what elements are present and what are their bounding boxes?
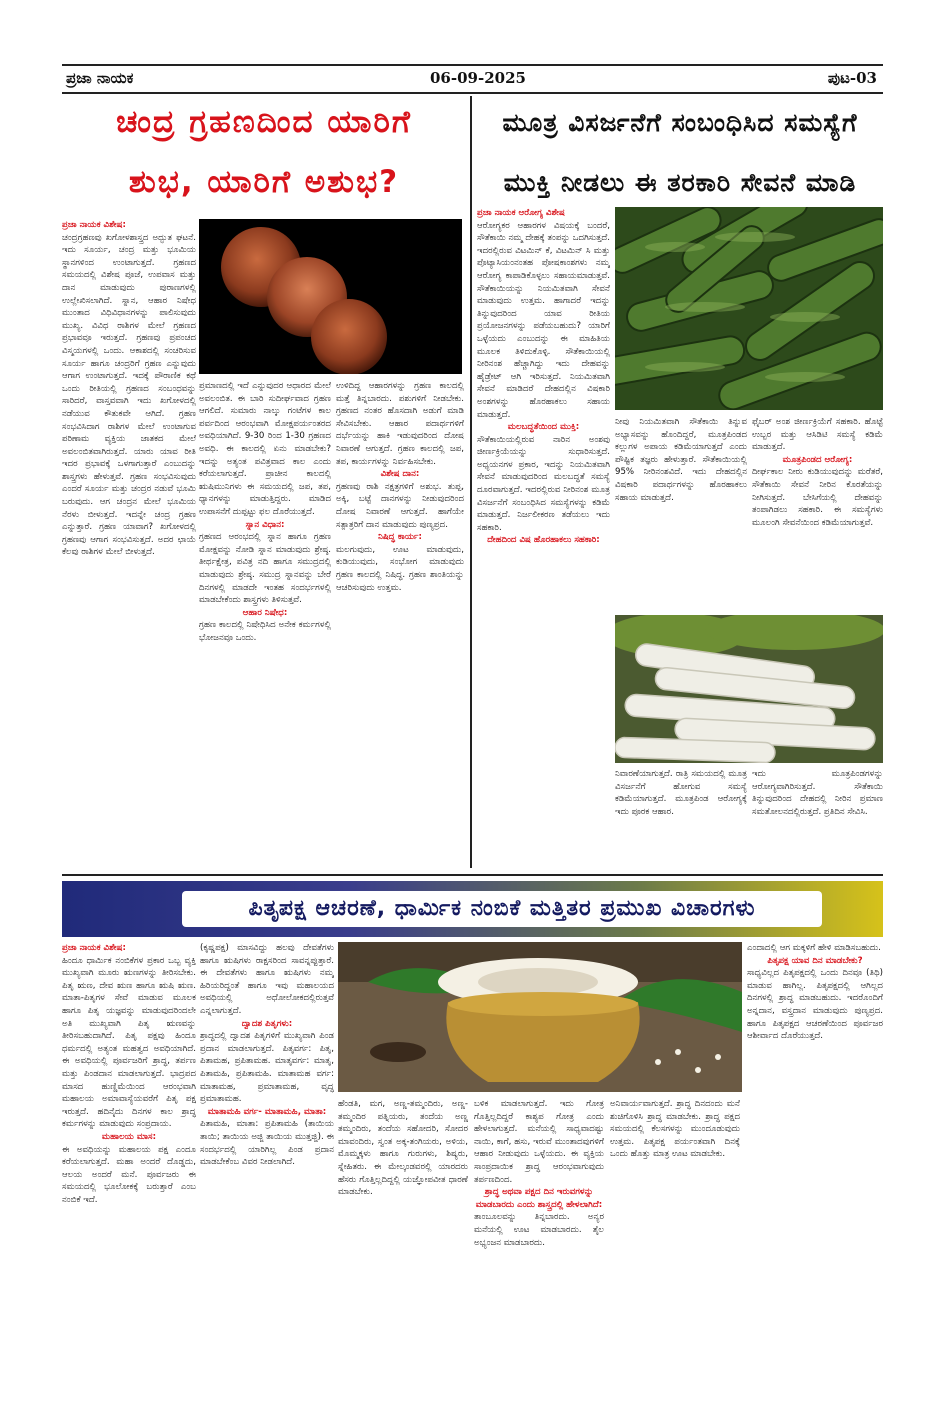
article-1-text: ಪ್ರಮಾಣದಲ್ಲಿ ಇದೆ ಎನ್ನುವುದರ ಆಧಾರದ ಮೇಲೆ ಅವಲಂಬಿತ. ಈ ಬಾರಿ ಸುದೀರ್ಘವಾದ ಗ್ರಹಣ ಆಗಲಿದೆ. ಸುಮಾರು ನಾಲ್ಕು ಗಂಟೆಗಳ ಕಾಲ ಪರ್ವದಿಂದ ಆರಂಭವಾಗಿ ಮೋಕ್ಷಪರ್ಯಂತರದ ಅವಧಿಯಾಗಿದೆ. 9-30 ರಿಂದ 1-30 ಗ್ರಹಣದ ಅವಧಿ. ಈ ಕಾಲದಲ್ಲಿ ಏನು ಮಾಡಬೇಕು? ಇದನ್ನು ಅತ್ಯಂತ ಪವಿತ್ರವಾದ ಕಾಲ ಎಂದು ಕರೆಯಲಾಗುತ್ತದೆ. ಪ್ರಾಚೀನ ಕಾಲದಲ್ಲಿ ಋಷಿಮುನಿಗಳು ಈ ಸಮಯದಲ್ಲಿ ಜಪ, ತಪ, ಧ್ಯಾನಗಳನ್ನು ಮಾಡುತ್ತಿದ್ದರು. ಮಾಡಿದ ಉಪಾಸನೆಗೆ ದುಪ್ಪಟ್ಟು ಫಲ ದೊರೆಯುತ್ತದೆ.	[199, 381, 331, 517]
section-divider	[62, 874, 883, 876]
article-3-text: ಅನಿವಾರ್ಯವಾಗುತ್ತದೆ. ಶ್ರಾದ್ಧ ದಿನದಂದು ಮನೆ ಶುಚಿಗೊಳಿಸಿ ಶ್ರಾದ್ಧ ಮಾಡಬೇಕು. ಶ್ರಾದ್ಧ ಪಕ್ಷದ ಸಮಯದಲ್ಲಿ ಕೆಲಸಗಳನ್ನು ಮುಂದೂಡುವುದು ಉತ್ತಮ. ಪಿತೃಪಕ್ಷ ಪರ್ಯಂತವಾಗಿ ದಿನಕ್ಕೆ ಒಂದು ಹೊತ್ತು ಮಾತ್ರ ಊಟ ಮಾಡಬೇಕು.	[610, 1099, 740, 1160]
column-divider	[470, 96, 472, 868]
moon-icon	[199, 219, 462, 374]
article-2-column-1	[477, 207, 610, 864]
headline-1-line-1: ಚಂದ್ರ ಗ್ರಹಣದಿಂದ ಯಾರಿಗೆ	[116, 104, 412, 140]
article-2-column-3	[752, 416, 883, 611]
ritual-pot-icon	[338, 942, 742, 1092]
headline-2-line-1: ಮೂತ್ರ ವಿಸರ್ಜನೆಗೆ ಸಂಬಂಧಿಸಿದ ಸಮಸ್ಯೆಗೆ	[502, 108, 858, 137]
article-2-text: ಇದು ಮೂತ್ರಪಿಂಡಗಳನ್ನು ಆರೋಗ್ಯವಾಗಿರಿಸುತ್ತದೆ. ಸೌತೆಕಾಯಿ ತಿನ್ನುವುದರಿಂದ ದೇಹದಲ್ಲಿ ನೀರಿನ ಪ್ರಮಾಣ ಸಮತೋಲನದಲ್ಲಿರುತ್ತದೆ. ಪ್ರತಿದಿನ ಸೇವಿಸಿ.	[752, 769, 883, 817]
article-3-column-6	[747, 942, 883, 1354]
pitru-paksha-ritual-photo	[338, 942, 742, 1092]
subheading: ವಿಶೇಷ ದಾನ:	[380, 469, 420, 480]
radish-icon	[615, 615, 883, 763]
article-3-text: ಈ ಅವಧಿಯನ್ನು ಮಹಾಲಯ ಪಕ್ಷ ಎಂದೂ ಕರೆಯಲಾಗುತ್ತದೆ. ಮಹಾ ಅಂದರೆ ದೊಡ್ಡದು, ಆಲಯ ಅಂದರೆ ಮನೆ. ಪೂರ್ವಜರು ಈ ಸಮಯದಲ್ಲಿ ಭೂಲೋಕಕ್ಕೆ ಬರುತ್ತಾರೆ ಎಂಬ ನಂಬಿಕೆ ಇದೆ.	[62, 1144, 196, 1205]
article-2-text: ನಿವಾರಣೆಯಾಗುತ್ತದೆ. ರಾತ್ರಿ ಸಮಯದಲ್ಲಿ ಮೂತ್ರ ವಿಸರ್ಜನೆಗೆ ಹೋಗುವ ಸಮಸ್ಯೆ ಕಡಿಮೆಯಾಗುತ್ತದೆ. ಮೂತ್ರಪಿಂಡ ಆರೋಗ್ಯಕ್ಕೆ ಇದು ಪೂರಕ ಆಹಾರ.	[615, 769, 747, 817]
article-1-text: ಗ್ರಹಣ ಕಾಲದಲ್ಲಿ ನಿಷೇಧಿಸಿದ ಅನೇಕ ಕರ್ಮಗಳಲ್ಲಿ ಭೋಜನವೂ ಒಂದು.	[199, 620, 331, 643]
article-2-text: ಸೌತೆಕಾಯಿಯಲ್ಲಿರುವ ನಾರಿನ ಅಂಶವು ಜೀರ್ಣಕ್ರಿಯೆಯನ್ನು ಸುಧಾರಿಸುತ್ತದೆ. ಅಧ್ಯಯನಗಳ ಪ್ರಕಾರ, ಇದನ್ನು ನಿಯಮಿತವಾಗಿ ಸೇವನೆ ಮಾಡುವುದರಿಂದ ಮಲಬದ್ಧತೆ ಸಮಸ್ಯೆ ದೂರವಾಗುತ್ತದೆ. ಇದರಲ್ಲಿರುವ ನೀರಿನಂಶ ಮೂತ್ರ ವಿಸರ್ಜನೆಗೆ ಸಂಬಂಧಿಸಿದ ಸಮಸ್ಯೆಗಳನ್ನು ಕಡಿಮೆ ಮಾಡುತ್ತದೆ. ನಿರ್ಜಲೀಕರಣ ತಡೆಯಲು ಇದು ಸಹಕಾರಿ.	[477, 434, 610, 533]
article-2-text: ನೀವು ನಿಯಮಿತವಾಗಿ ಸೌತೆಕಾಯಿ ತಿನ್ನುವ ಅಭ್ಯಾಸವನ್ನು ಹೊಂದಿದ್ದರೆ, ಮೂತ್ರಪಿಂಡದ ಕಲ್ಲುಗಳ ಅಪಾಯ ಕಡಿಮೆಯಾಗುತ್ತದೆ ಎಂದು ಪೌಷ್ಟಿಕ ತಜ್ಞರು ಹೇಳುತ್ತಾರೆ. ಸೌತೆಕಾಯಿಯಲ್ಲಿ 95% ನೀರಿನಂಶವಿದೆ. ಇದು ದೇಹದಲ್ಲಿನ ವಿಷಕಾರಿ ಪದಾರ್ಥಗಳನ್ನು ಹೊರಹಾಕಲು ಸಹಾಯ ಮಾಡುತ್ತದೆ.	[615, 417, 747, 503]
subheading: ದ್ವಾದಶ ಪಿತೃಗಳು:	[241, 1018, 293, 1029]
article-1-text: ಗ್ರಹಣದ ಆರಂಭದಲ್ಲಿ ಸ್ನಾನ ಹಾಗೂ ಗ್ರಹಣ ಮೋಕ್ಷವನ್ನು ನೋಡಿ ಸ್ನಾನ ಮಾಡುವುದು ಶ್ರೇಷ್ಠ. ತೀರ್ಥಕ್ಷೇತ್ರ, ಪವಿತ್ರ ನದಿ ಹಾಗೂ ಸಮುದ್ರದಲ್ಲಿ ಮಾಡುವುದು ಶ್ರೇಷ್ಠ. ಸಮುದ್ರ ಸ್ನಾನವನ್ನು ಬೇರೆ ದಿನಗಳಲ್ಲಿ ಮಾಡದೇ ಇಂತಹ ಸಂದರ್ಭಗಳಲ್ಲಿ ಮಾಡಬೇಕೆಂದು ಶಾಸ್ತ್ರಗಳು ತಿಳಿಸುತ್ತವೆ.	[199, 532, 331, 606]
banner-title: ಪಿತೃಪಕ್ಷ ಆಚರಣೆ, ಧಾರ್ಮಿಕ ನಂಬಿಕೆ ಮತ್ತಿತರ ಪ್ರಮುಖ ವಿಚಾರಗಳು	[248, 896, 756, 921]
headline-1-line-2: ಶುಭ, ಯಾರಿಗೆ ಅಶುಭ?	[128, 164, 400, 200]
article-3-column-4	[474, 1098, 604, 1354]
page-number: ಪುಟ-03	[827, 69, 877, 87]
article-3-text: ಬಳಿಕ ಮಾಡಲಾಗುತ್ತದೆ. ಇದು ಗೋತ್ರ ಗೊತ್ತಿಲ್ಲದಿದ್ದರೆ ಕಾಶ್ಯಪ ಗೋತ್ರ ಎಂದು ಹೇಳಲಾಗುತ್ತದೆ. ಮನೆಯಲ್ಲಿ ಸಾಧ್ಯವಾದಷ್ಟು ನಾಯಿ, ಕಾಗೆ, ಹಸು, ಇರುವೆ ಮುಂತಾದವುಗಳಿಗೆ ಆಹಾರ ನೀಡುವುದು ಒಳ್ಳೆಯದು. ಈ ವ್ಯಕ್ತಿಯ ಸಾಂಪ್ರದಾಯಿಕ ಶ್ರಾದ್ಧ ಆರಂಭವಾಗುವುದು ತರ್ಪಣದಿಂದ.	[474, 1099, 604, 1185]
cucumber-icon	[615, 207, 883, 410]
subheading: ನಿಷಿದ್ಧ ಕಾರ್ಯ:	[378, 532, 422, 543]
article-3-text: ಎಂದಾದಲ್ಲಿ ಆಗ ಮಕ್ಕಳಿಗೆ ಹೇಳಿ ಮಾಡಿಸಬಹುದು.	[747, 943, 881, 953]
article-1-text: ಗ್ರಹಣವು ರಾಶಿ ನಕ್ಷತ್ರಗಳಿಗೆ ಅಶುಭ. ತುಪ್ಪ, ಅಕ್ಕಿ, ಬಟ್ಟೆ ದಾನಗಳನ್ನು ನೀಡುವುದರಿಂದ ದೋಷ ನಿವಾರಣೆ ಆಗುತ್ತದೆ. ಹಾಗೆಯೇ ಸತ್ಪಾತ್ರರಿಗೆ ದಾನ ಮಾಡುವುದು ಪುಣ್ಯಪ್ರದ.	[336, 481, 464, 530]
article-3-column-1	[62, 942, 196, 1354]
subheading: ಮಾತಾಮಹಿ ವರ್ಗ- ಮಾತಾಮಹಿ, ಮಾತಾ:	[207, 1106, 327, 1117]
article-2-column-3b	[752, 768, 883, 864]
headline-2-line-2: ಮುಕ್ತಿ ನೀಡಲು ಈ ತರಕಾರಿ ಸೇವನೆ ಮಾಡಿ	[503, 168, 857, 197]
radish-photo	[615, 615, 883, 763]
cucumber-photo	[615, 207, 883, 410]
article-1-text: ಚಂದ್ರಗ್ರಹಣವು ಖಗೋಳಶಾಸ್ತ್ರದ ಅದ್ಭುತ ಘಟನೆ. ಇದು ಸೂರ್ಯ, ಚಂದ್ರ ಮತ್ತು ಭೂಮಿಯ ಸ್ಥಾನಗಳಿಂದ ಉಂಟಾಗುತ್ತದೆ. ಗ್ರಹಣದ ಸಮಯದಲ್ಲಿ ವಿಶೇಷ ಪೂಜೆ, ಉಪವಾಸ ಮತ್ತು ದಾನ ಮಾಡುವುದು ಪುರಾಣಗಳಲ್ಲಿ ಉಲ್ಲೇಖಿಸಲಾಗಿದೆ. ಸ್ನಾನ, ಆಹಾರ ನಿಷೇಧ ಮುಂತಾದ ವಿಧಿವಿಧಾನಗಳನ್ನು ಪಾಲಿಸುವುದು ಮುಖ್ಯ. ವಿವಿಧ ರಾಶಿಗಳ ಮೇಲೆ ಗ್ರಹಣದ ಪ್ರಭಾವವೂ ಇರುತ್ತದೆ. ಗ್ರಹಣವು ಪ್ರಪಂಚದ ವಿಸ್ಮಯಗಳಲ್ಲಿ ಒಂದು. ಆಕಾಶದಲ್ಲಿ ಸಂಚರಿಸುವ ಸೂರ್ಯ ಹಾಗೂ ಚಂದ್ರರಿಗೆ ಗ್ರಹಣ ಎನ್ನುವುದು ಆಗಾಗ ಉಂಟಾಗುತ್ತದೆ. ಇದಕ್ಕೆ ಪೌರಾಣಿಕ ಕಥೆ ಒಂದು ರೀತಿಯಲ್ಲಿ ಗ್ರಹಣದ ಸಂಬಂಧವನ್ನು ಸಾರಿದರೆ, ವಾಸ್ತವವಾಗಿ ಇದು ಖಗೋಳದಲ್ಲಿ ನಡೆಯುವ ಕೌತುಕವೇ ಆಗಿದೆ. ಗ್ರಹಣ ಸಂಭವಿಸಿದಾಗ ರಾಶಿಗಳ ಮೇಲೆ ಉಂಟಾಗುವ ಪರಿಣಾಮ ವ್ಯಕ್ತಿಯ ಜಾತಕದ ಮೇಲೆ ಅವಲಂಬಿತವಾಗಿರುತ್ತದೆ. ಯಾರು ಯಾವ ರೀತಿ ಇದರ ಪ್ರಭಾವಕ್ಕೆ ಒಳಗಾಗುತ್ತಾರೆ ಎಂಬುದನ್ನು ಶಾಸ್ತ್ರಗಳು ಹೇಳುತ್ತವೆ. ಗ್ರಹಣ ಸಂಭವಿಸುವುದು ಎಂದರೆ ಸೂರ್ಯ ಮತ್ತು ಚಂದ್ರರ ನಡುವೆ ಭೂಮಿ ಬರುವುದು. ಆಗ ಚಂದ್ರನ ಮೇಲೆ ಭೂಮಿಯ ನೆರಳು ಬೀಳುತ್ತದೆ. ಇದನ್ನೇ ಚಂದ್ರ ಗ್ರಹಣ ಎನ್ನುತ್ತಾರೆ. ಗ್ರಹಣ ಯಾವಾಗ? ಖಗೋಳದಲ್ಲಿ ಗ್ರಹಣವು ಆಗಾಗ ಸಂಭವಿಸುತ್ತದೆ. ಅದರ ಛಾಯೆ ಕೆಲವು ರಾಶಿಗಳ ಮೇಲೆ ಬೀಳುತ್ತದೆ.	[62, 232, 196, 558]
article-1-text: ಮಲಗುವುದು, ಊಟ ಮಾಡುವುದು, ಕುಡಿಯುವುದು, ಸಂಭೋಗ ಮಾಡುವುದು ಗ್ರಹಣ ಕಾಲದಲ್ಲಿ ನಿಷಿದ್ಧ. ಗ್ರಹಣ ಶಾಂತಿಯನ್ನು ಆಚರಿಸುವುದು ಉತ್ತಮ.	[336, 544, 464, 593]
subheading: ಶ್ರಾದ್ಧ ಅಥವಾ ಪಕ್ಷದ ದಿನ ಇರುವಗಳನ್ನು ಮಾಡಬಾರದು ಎಂದು ಶಾಸ್ತ್ರದಲ್ಲಿ ಹೇಳಲಾಗಿದೆ:	[475, 1187, 603, 1210]
byline: ಪ್ರಜಾ ನಾಯಕ ವಿಶೇಷ:	[62, 943, 126, 953]
section-banner	[62, 881, 883, 937]
subheading: ಮಹಾಲಯ ಮಾಸ:	[101, 1131, 157, 1142]
article-2-text: ಆರೋಗ್ಯಕರ ಆಹಾರಗಳ ವಿಷಯಕ್ಕೆ ಬಂದರೆ, ಸೌತೆಕಾಯಿ ನಮ್ಮ ದೇಹಕ್ಕೆ ತಂಪನ್ನು ಒದಗಿಸುತ್ತದೆ. ಇದರಲ್ಲಿರುವ ವಿಟಮಿನ್ ಕೆ, ವಿಟಮಿನ್ ಸಿ ಮತ್ತು ಪೊಟ್ಯಾಸಿಯಂನಂತಹ ಪೋಷಕಾಂಶಗಳು ನಮ್ಮ ಆರೋಗ್ಯ ಕಾಪಾಡಿಕೊಳ್ಳಲು ಸಹಾಯಮಾಡುತ್ತವೆ. ಸೌತೆಕಾಯಿಯನ್ನು ನಿಯಮಿತವಾಗಿ ಸೇವನೆ ಮಾಡುವುದು ಉತ್ತಮ. ಹಾಗಾದರೆ ಇದನ್ನು ತಿನ್ನುವುದರಿಂದ ಯಾವ ರೀತಿಯ ಪ್ರಯೋಜನಗಳನ್ನು ಪಡೆಯಬಹುದು? ಯಾರಿಗೆ ಒಳ್ಳೆಯದು ಎಂಬುದನ್ನು ಈ ಮಾಹಿತಿಯ ಮೂಲಕ ತಿಳಿದುಕೊಳ್ಳಿ. ಸೌತೆಕಾಯಿಯಲ್ಲಿ ನೀರಿನಂಶ ಹೆಚ್ಚಾಗಿದ್ದು ಇದು ದೇಹವನ್ನು ಹೈಡ್ರೇಟ್ ಆಗಿ ಇರಿಸುತ್ತದೆ. ನಿಯಮಿತವಾಗಿ ಸೇವನೆ ಮಾಡಿದರೆ ದೇಹದಲ್ಲಿನ ವಿಷಕಾರಿ ಅಂಶಗಳನ್ನು ಹೊರಹಾಕಲು ಸಹಾಯ ಮಾಡುತ್ತದೆ.	[477, 220, 610, 420]
article-3-text: ಹೆಂಡತಿ, ಮಗ, ಅಣ್ಣ-ತಮ್ಮಂದಿರು, ಅಣ್ಣ-ತಮ್ಮಂದಿರ ಪತ್ನಿಯರು, ತಂದೆಯ ಅಣ್ಣ ತಮ್ಮಂದಿರು, ತಂದೆಯ ಸಹೋದರಿ, ಸೋದರ ಮಾವಂದಿರು, ಸ್ವಂತ ಅಕ್ಕ-ತಂಗಿಯರು, ಅಳಿಯ, ಮೊಮ್ಮಕ್ಕಳು ಹಾಗೂ ಗುರುಗಳು, ಶಿಷ್ಯರು, ಸ್ನೇಹಿತರು. ಈ ಮೇಲ್ಕಂಡವರಲ್ಲಿ ಯಾರದರು ಹೆಸರು ಗೊತ್ತಿಲ್ಲದಿದ್ದಲ್ಲಿ ಯಜ್ಞೋಪವೀತ ಧಾರಣೆ ಮಾಡಬೇಕು.	[338, 1099, 468, 1198]
banner-title-box	[182, 891, 822, 927]
date: 06-09-2025	[430, 69, 526, 87]
article-3-column-5	[610, 1098, 740, 1354]
article-3-text: ಸಾಧ್ಯವಿಲ್ಲದ ಪಿತೃಪಕ್ಷದಲ್ಲಿ ಒಂದು ದಿನವೂ (ತಿಥಿ) ಮಾಡುವ ಹಾಗಿಲ್ಲ. ಪಿತೃಪಕ್ಷದಲ್ಲಿ ಆಗಿಲ್ಲದ ದಿನಗಳಲ್ಲಿ ಶ್ರಾದ್ಧ ಮಾಡಬಹುದು. ಇದರೊಂದಿಗೆ ಅನ್ನದಾನ, ವಸ್ತ್ರದಾನ ಮಾಡುವುದು ಪುಣ್ಯಪ್ರದ. ಹಾಗೂ ಪಿತೃಪಕ್ಷದ ಆಚರಣೆಯಿಂದ ಪೂರ್ವಜರ ಆಶೀರ್ವಾದ ದೊರೆಯುತ್ತದೆ.	[747, 968, 883, 1042]
subheading: ಸ್ನಾನ ವಿಧಾನ:	[245, 519, 285, 530]
article-1-column-1	[62, 219, 196, 863]
article-1-column-2	[199, 380, 331, 863]
article-3-column-2	[200, 942, 334, 1354]
subheading: ಮೂತ್ರಪಿಂಡದ ಆರೋಗ್ಯ:	[782, 454, 853, 465]
subheading: ಆಹಾರ ನಿಷೇಧ:	[242, 607, 288, 618]
byline: ಪ್ರಜಾ ನಾಯಕ ವಿಶೇಷ:	[62, 220, 126, 230]
article-3-text: ಹಿಂದೂ ಧಾರ್ಮಿಕ ನಂಬಿಕೆಗಳ ಪ್ರಕಾರ ಒಬ್ಬ ವ್ಯಕ್ತಿ ಮುಖ್ಯವಾಗಿ ಮೂರು ಋಣಗಳನ್ನು ತೀರಿಸಬೇಕು. ಪಿತೃ ಋಣ, ದೇವ ಋಣ ಹಾಗೂ ಋಷಿ ಋಣ. ಮಾತಾ-ಪಿತೃಗಳ ಸೇವೆ ಮಾಡುವ ಮೂಲಕ ಹಾಗೂ ಪಿತೃ ಯಜ್ಞವನ್ನು ಮಾಡುವುದರಿಂದಲೇ ಅತಿ ಮುಖ್ಯವಾಗಿ ಪಿತೃ ಋಣವನ್ನು ತೀರಿಸಬಹುದಾಗಿದೆ. ಪಿತೃ ಪಕ್ಷವು ಹಿಂದೂ ಧರ್ಮದಲ್ಲಿ ಅತ್ಯಂತ ಮಹತ್ವದ ಅವಧಿಯಾಗಿದೆ. ಈ ಅವಧಿಯಲ್ಲಿ ಪೂರ್ವಜರಿಗೆ ಶ್ರಾದ್ಧ, ತರ್ಪಣ ಮತ್ತು ಪಿಂಡದಾನ ಮಾಡಲಾಗುತ್ತದೆ. ಭಾದ್ರಪದ ಮಾಸದ ಹುಣ್ಣಿಮೆಯಿಂದ ಆರಂಭವಾಗಿ ಮಹಾಲಯ ಅಮಾವಾಸ್ಯೆಯವರೆಗೆ ಪಿತೃ ಪಕ್ಷ ಇರುತ್ತದೆ. ಹದಿನೈದು ದಿನಗಳ ಕಾಲ ಶ್ರಾದ್ಧ ಕರ್ಮಗಳನ್ನು ಮಾಡುವುದು ಸಂಪ್ರದಾಯ.	[62, 955, 196, 1130]
subheading: ಪಿತೃಪಕ್ಷ ಯಾವ ದಿನ ಮಾಡಬೇಕು?	[767, 955, 863, 966]
article-3-text: ತಾಂಬೂಲವನ್ನು ತಿನ್ನಬಾರದು. ಅನ್ಯರ ಮನೆಯಲ್ಲಿ ಊಟ ಮಾಡಬಾರದು. ತೈಲ ಅಭ್ಯಂಜನ ಮಾಡಬಾರದು.	[474, 1212, 604, 1248]
article-1-text: ಉಳಿದಿದ್ದ ಆಹಾರಗಳನ್ನು ಗ್ರಹಣ ಕಾಲದಲ್ಲಿ ಮತ್ತೆ ತಿನ್ನಬಾರದು. ಪಶುಗಳಿಗೆ ನೀಡಬೇಕು. ಗ್ರಹಣದ ನಂತರ ಹೊಸದಾಗಿ ಅಡುಗೆ ಮಾಡಿ ಸೇವಿಸಬೇಕು. ಆಹಾರ ಪದಾರ್ಥಗಳಿಗೆ ದರ್ಭೆಯನ್ನು ಹಾಕಿ ಇಡುವುದರಿಂದ ದೋಷ ನಿವಾರಣೆ ಆಗುತ್ತದೆ. ಗ್ರಹಣ ಕಾಲದಲ್ಲಿ ಜಪ, ತಪ, ಕಾರ್ಯಗಳನ್ನು ನಿರ್ವಹಿಸಬೇಕು.	[336, 381, 464, 467]
subheading: ಮಲಬದ್ಧತೆಯಿಂದ ಮುಕ್ತಿ:	[507, 422, 580, 433]
article-3-text: ಪಿತಾಮಹಿ, ಮಾತಾ: ಪ್ರಪಿತಾಮಹಿ (ತಾಯಿಯ ತಾಯಿ; ತಾಯಿಯ ಅಜ್ಜಿ ತಾಯಿಯ ಮುತ್ತಜ್ಜಿ). ಈ ಸಂದರ್ಭದಲ್ಲಿ ಯಾರಿಗಿಲ್ಲ ಪಿಂಡ ಪ್ರದಾನ ಮಾಡಬೇಕೆಂಬ ವಿವರ ನೀಡಲಾಗಿದೆ.	[200, 1119, 334, 1168]
paper-name: ಪ್ರಜಾ ನಾಯಕ	[66, 69, 134, 87]
article-3-text: (ಕೃಷ್ಣಪಕ್ಷ) ಮಾಸವಿದ್ದು ಹಲವು ದೇವತೆಗಳು ಹಾಗೂ ಋಷಿಗಳು ರಾಕ್ಷಸರಿಂದ ಸಾವನ್ನಪ್ಪುತ್ತಾರೆ. ಈ ದೇವತೆಗಳು ಹಾಗೂ ಋಷಿಗಳು ನಮ್ಮ ಹಿರಿಯರಿದ್ದಂತೆ ಹಾಗೂ ಇವು ಮಹಾಲಯದ ಅವಧಿಯಲ್ಲಿ ಅಧೋಲೋಕದಲ್ಲಿರುತ್ತವೆ ಎನ್ನಲಾಗುತ್ತದೆ.	[200, 943, 334, 1016]
article-2-column-2b	[615, 768, 747, 864]
byline: ಪ್ರಜಾ ನಾಯಕ ಆರೋಗ್ಯ ವಿಶೇಷ	[477, 208, 565, 218]
page-header	[62, 64, 883, 94]
article-3-column-3	[338, 1098, 468, 1354]
article-2-text: ಫೈಬರ್ ಅಂಶ ಜೀರ್ಣಕ್ರಿಯೆಗೆ ಸಹಕಾರಿ. ಹೊಟ್ಟೆ ಉಬ್ಬರ ಮತ್ತು ಆಸಿಡಿಟಿ ಸಮಸ್ಯೆ ಕಡಿಮೆ ಮಾಡುತ್ತದೆ.	[752, 417, 883, 453]
lunar-eclipse-photo	[199, 219, 462, 374]
article-3-text: ಶ್ರಾದ್ಧದಲ್ಲಿ ದ್ವಾದಶ ಪಿತೃಗಳಿಗೆ ಮುಖ್ಯವಾಗಿ ಪಿಂಡ ಪ್ರದಾನ ಮಾಡಲಾಗುತ್ತದೆ. ಪಿತೃವರ್ಗ: ಪಿತೃ, ಪಿತಾಮಹ, ಪ್ರಪಿತಾಮಹ. ಮಾತೃವರ್ಗ: ಮಾತೃ, ಪಿತಾಮಹಿ, ಪ್ರಪಿತಾಮಹಿ. ಮಾತಾಮಹ ವರ್ಗ: ಮಾತಾಮಹ, ಪ್ರಮಾತಾಮಹ, ವೃದ್ಧ ಪ್ರಮಾತಾಮಹ.	[200, 1031, 334, 1105]
article-2-column-2	[615, 416, 747, 611]
subheading: ದೇಹದಿಂದ ವಿಷ ಹೊರಹಾಕಲು ಸಹಕಾರಿ:	[487, 535, 600, 546]
article-2-text: ದೀರ್ಘಕಾಲ ನೀರು ಕುಡಿಯುವುದನ್ನು ಮರೆತರೆ, ಸೌತೆಕಾಯಿ ಸೇವನೆ ನೀರಿನ ಕೊರತೆಯನ್ನು ನೀಗಿಸುತ್ತದೆ. ಬೇಸಿಗೆಯಲ್ಲಿ ದೇಹವನ್ನು ತಂಪಾಗಿಡಲು ಸಹಕಾರಿ. ಈ ಸಮಸ್ಯೆಗಳು ಮೂಲಂಗಿ ಸೇವನೆಯಿಂದ ಕಡಿಮೆಯಾಗುತ್ತವೆ.	[752, 467, 883, 528]
article-1-column-3	[336, 380, 464, 863]
